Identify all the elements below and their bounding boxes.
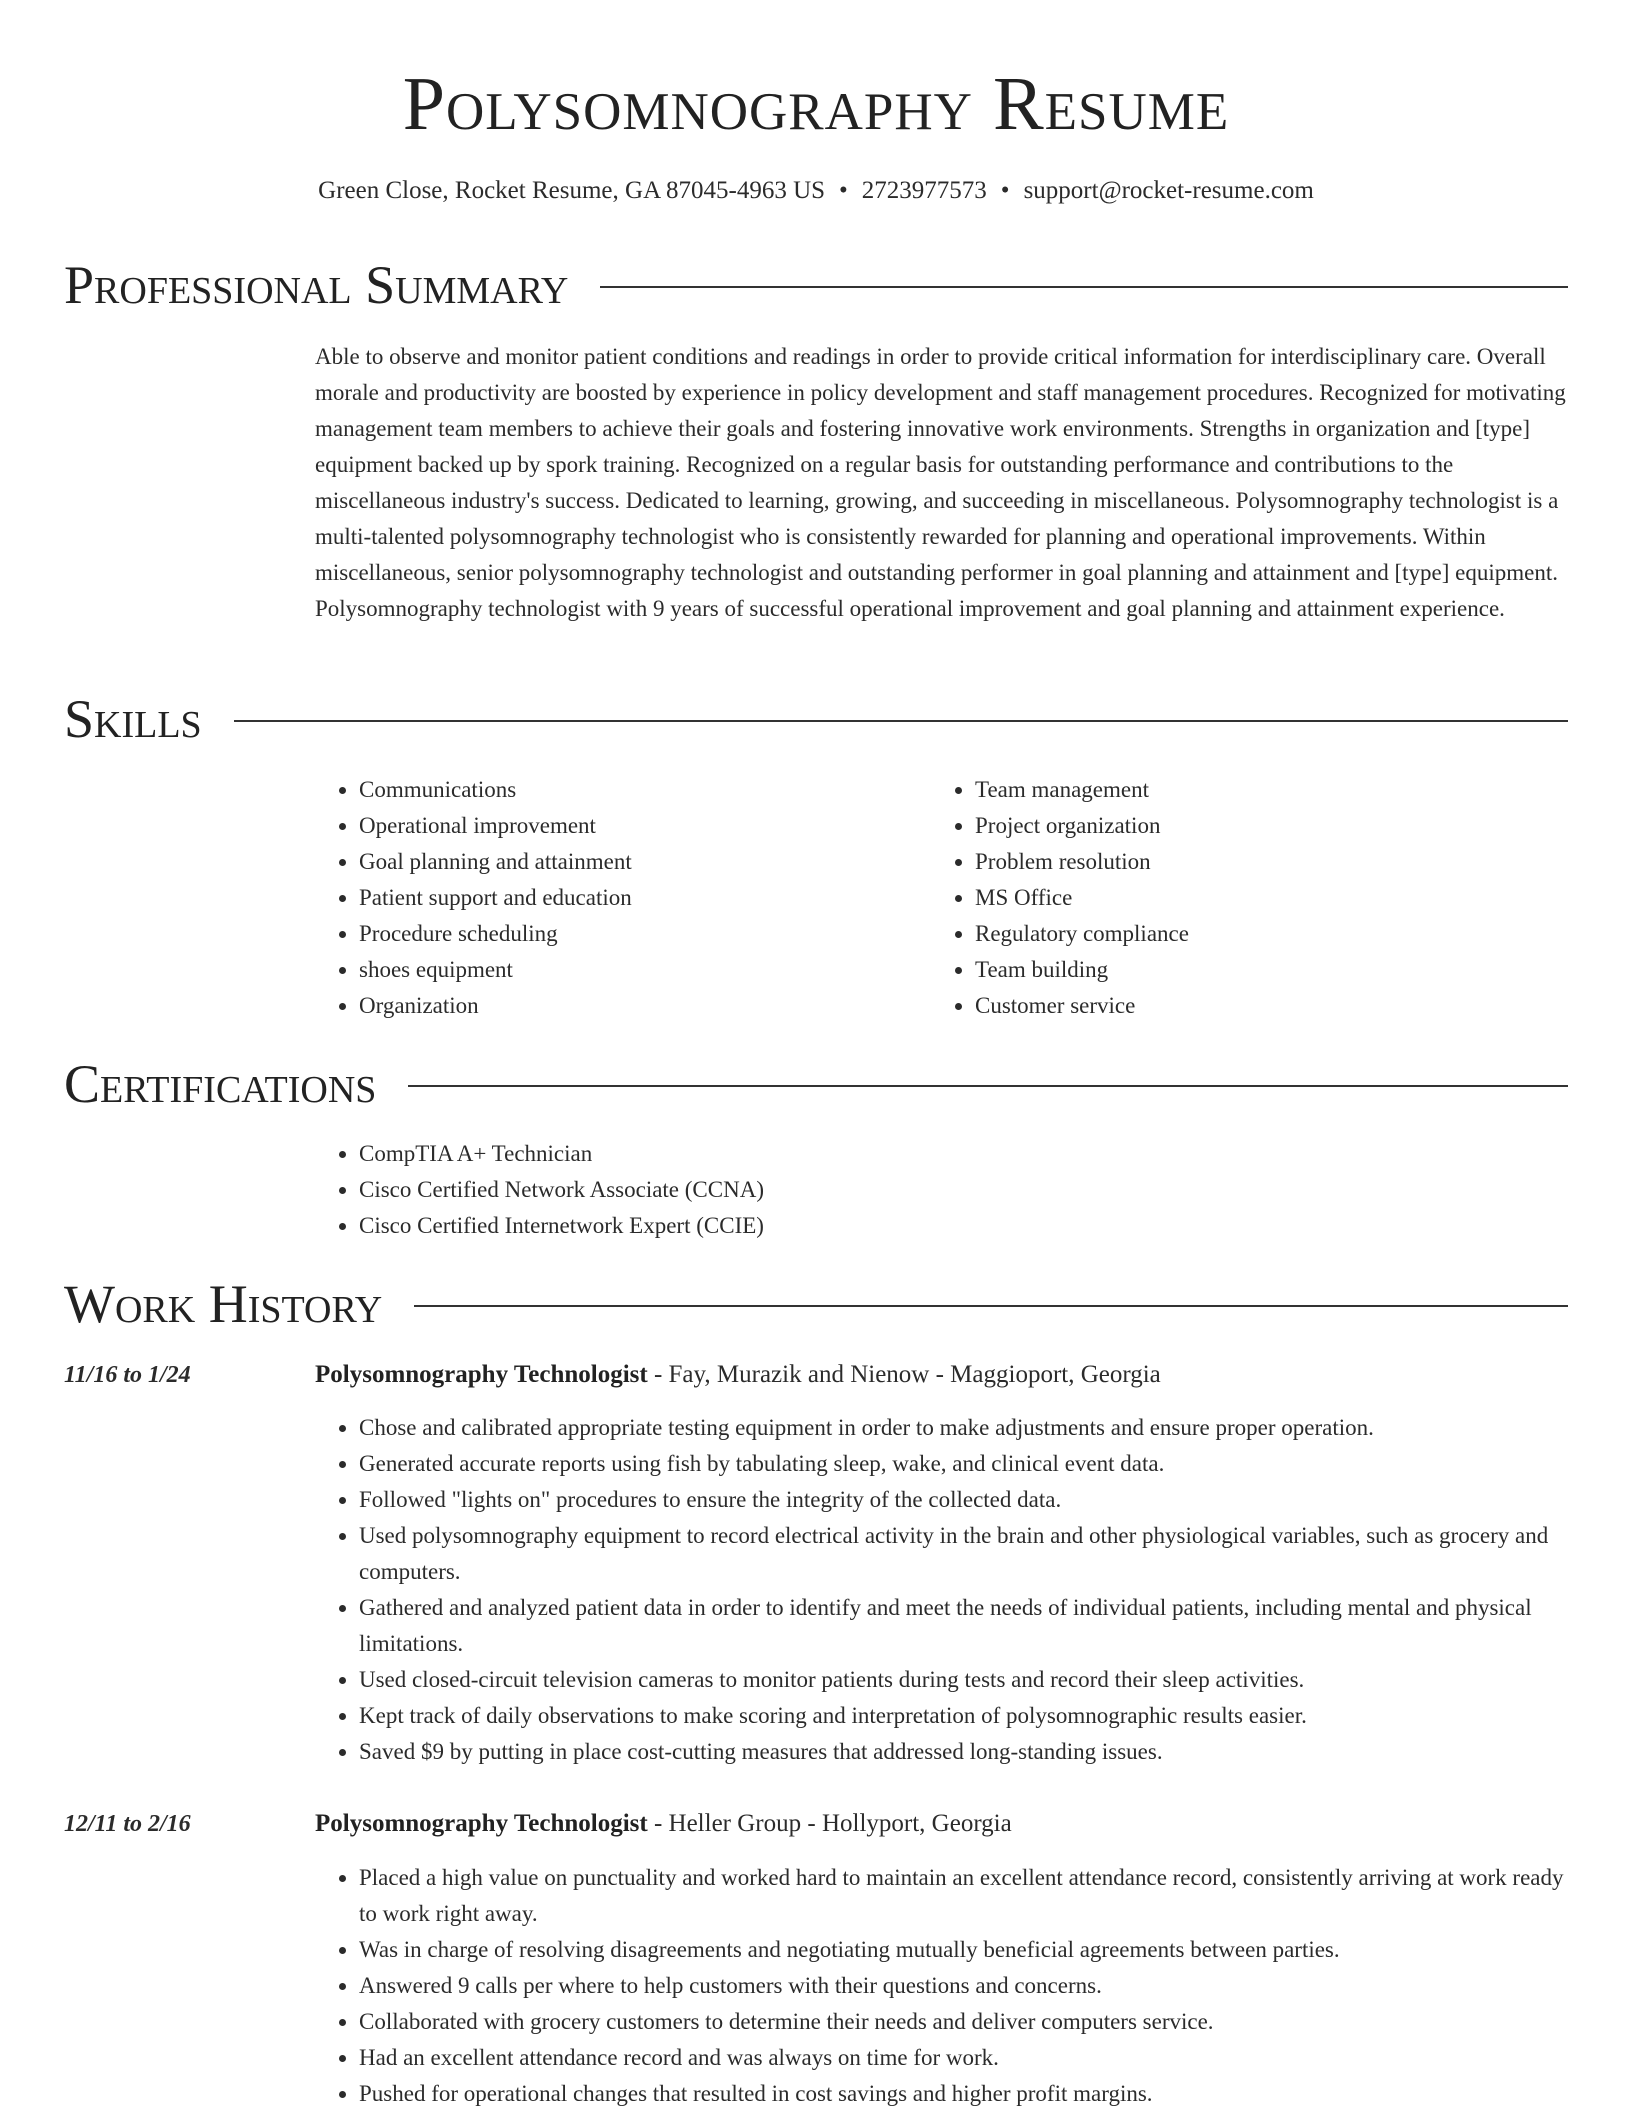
skill-item: • Communications	[359, 772, 632, 808]
skill-item: • Team building	[975, 952, 1189, 988]
work-history-section-header	[64, 1274, 1568, 1334]
contact-address: Green Close, Rocket Resume, GA 87045-4963 US	[318, 177, 826, 204]
certifications-section-header	[64, 1054, 1568, 1114]
job-dates: 11/16 to 1/24	[64, 1362, 191, 1388]
section-divider	[234, 720, 1568, 722]
job-heading	[315, 1357, 1161, 1393]
skill-item: • Procedure scheduling	[359, 916, 632, 952]
contact-separator: •	[839, 177, 848, 204]
summary-section-header	[64, 255, 1568, 315]
skill-item: • Organization	[359, 988, 632, 1024]
skills-list-right	[931, 772, 1189, 1024]
job-position: Polysomnography Technologist	[315, 1361, 648, 1388]
job-heading	[315, 1806, 1012, 1842]
job-duty-item: • Had an excellent attendance record and was always on time for work.	[359, 2040, 1575, 2076]
certifications-heading: Certifications	[64, 1054, 377, 1114]
job-employer: - Fay, Murazik and Nienow - Maggioport, Georgia	[647, 1361, 1161, 1388]
contact-email: support@rocket-resume.com	[1023, 177, 1314, 204]
job-duties-list	[315, 1410, 1575, 1770]
skill-item: • Team management	[975, 772, 1189, 808]
job-duty-item: • Gathered and analyzed patient data in order to identify and meet the needs of individual patients, including mental and physical limitations.	[359, 1590, 1575, 1662]
job-duty-item: • Was in charge of resolving disagreements and negotiating mutually beneficial agreements between parties.	[359, 1932, 1575, 1968]
skill-item: • Regulatory compliance	[975, 916, 1189, 952]
skills-column-right	[931, 772, 1189, 1024]
job-duties	[315, 1860, 1575, 2112]
skill-item: • Goal planning and attainment	[359, 844, 632, 880]
skills-list-left	[315, 772, 632, 1024]
certification-item: • Cisco Certified Internetwork Expert (CCIE)	[359, 1208, 764, 1244]
certifications-block	[315, 1136, 764, 1244]
job-duty-item: • Generated accurate reports using fish by tabulating sleep, wake, and clinical event data.	[359, 1446, 1575, 1482]
certifications-list	[315, 1136, 764, 1244]
resume-name: Polysomnography Resume	[402, 62, 1230, 146]
job-duty-item: • Used polysomnography equipment to record electrical activity in the brain and other physiological variables, such as grocery and computers.	[359, 1518, 1575, 1590]
certification-item: • CompTIA A+ Technician	[359, 1136, 764, 1172]
job-duty-item: • Chose and calibrated appropriate testing equipment in order to make adjustments and ensure proper operation.	[359, 1410, 1575, 1446]
job-duty-item: • Answered 9 calls per where to help customers with their questions and concerns.	[359, 1968, 1575, 2004]
section-divider	[600, 286, 1568, 288]
job-duty-item: • Saved $9 by putting in place cost-cutting measures that addressed long-standing issues.	[359, 1734, 1575, 1770]
summary-text: Able to observe and monitor patient conditions and readings in order to provide critical information for interdisciplinary care. Overall morale and productivity are boosted by experience in policy development and staff management procedures. Recognized for motivating management team members to achieve their goals and fostering innovative work environments. Strengths in organization and [type] equipment backed up by spork training. Recognized on a regular basis for outstanding performance and contributions to the miscellaneous industry's success. Dedicated to learning, growing, and succeeding in miscellaneous. Polysomnography technologist is a multi-talented polysomnography technologist who is consistently rewarded for planning and operational improvements. Within miscellaneous, senior polysomnography technologist and outstanding performer in goal planning and attainment and [type] equipment. Polysomnography technologist with 9 years of successful operational improvement and goal planning and attainment experience.	[315, 344, 1566, 621]
skill-item: • MS Office	[975, 880, 1189, 916]
job-duty-item: • Followed "lights on" procedures to ensure the integrity of the collected data.	[359, 1482, 1575, 1518]
skills-section-header	[64, 689, 1568, 749]
skill-item: • Operational improvement	[359, 808, 632, 844]
job-duty-item: • Used closed-circuit television cameras to monitor patients during tests and record their sleep activities.	[359, 1662, 1575, 1698]
certification-item: • Cisco Certified Network Associate (CCNA)	[359, 1172, 764, 1208]
skill-item: • shoes equipment	[359, 952, 632, 988]
skills-column-left	[315, 772, 632, 1024]
job-duties-list	[315, 1860, 1575, 2112]
summary-heading: Professional Summary	[64, 255, 569, 315]
skill-item: • Project organization	[975, 808, 1189, 844]
skill-item: • Problem resolution	[975, 844, 1189, 880]
skill-item: • Customer service	[975, 988, 1189, 1024]
job-duties	[315, 1410, 1575, 1770]
job-duty-item: • Placed a high value on punctuality and worked hard to maintain an excellent attendance record, consistently arriving at work ready to work right away.	[359, 1860, 1575, 1932]
job-employer: - Heller Group - Hollyport, Georgia	[647, 1810, 1012, 1837]
job-duty-item: • Collaborated with grocery customers to determine their needs and deliver computers service.	[359, 2004, 1575, 2040]
job-position: Polysomnography Technologist	[315, 1810, 648, 1837]
contact-separator: •	[1000, 177, 1010, 204]
contact-phone: 2723977573	[861, 177, 987, 204]
contact-line	[0, 174, 1632, 208]
job-duty-item: • Kept track of daily observations to make scoring and interpretation of polysomnographic results easier.	[359, 1698, 1575, 1734]
work-history-heading: Work History	[64, 1274, 383, 1334]
job-dates: 12/11 to 2/16	[64, 1811, 191, 1837]
section-divider	[414, 1305, 1568, 1307]
skills-heading: Skills	[64, 689, 202, 749]
skill-item: • Patient support and education	[359, 880, 632, 916]
job-duty-item: • Pushed for operational changes that resulted in cost savings and higher profit margins.	[359, 2076, 1575, 2112]
section-divider	[408, 1085, 1568, 1087]
